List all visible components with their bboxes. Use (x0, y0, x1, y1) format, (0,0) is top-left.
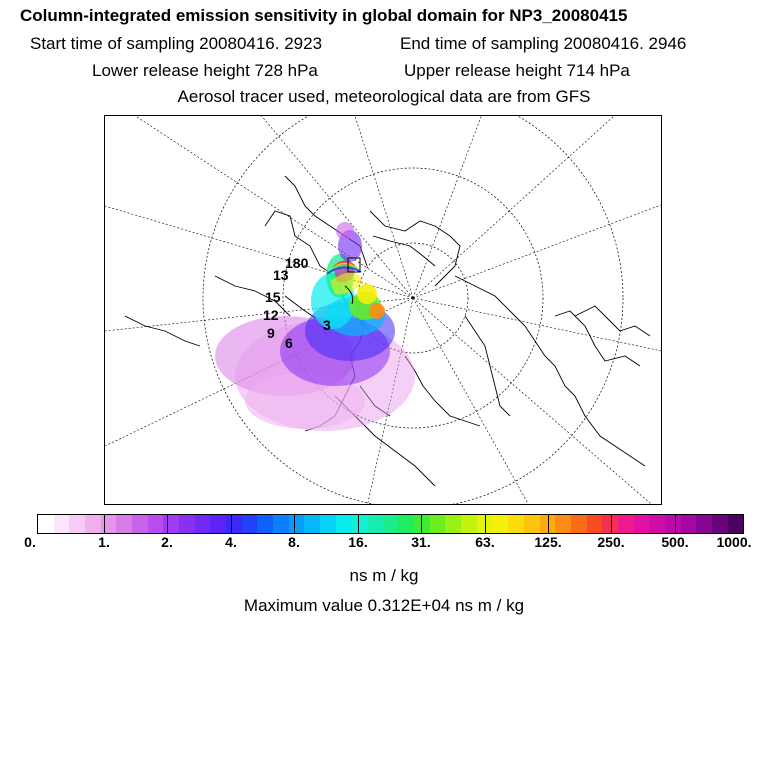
colorbar-segment (430, 515, 446, 533)
colorbar-segment (587, 515, 603, 533)
colorbar-segment (665, 515, 681, 533)
colorbar-divider (611, 514, 612, 534)
colorbar-tick-label: 4. (225, 534, 237, 550)
colorbar-segment (163, 515, 179, 533)
colorbar-divider (167, 514, 168, 534)
max-value-label: Maximum value 0.312E+04 ns m / kg (243, 596, 525, 615)
colorbar-segment (445, 515, 461, 533)
colorbar-tick-label: 31. (411, 534, 431, 550)
start-time-label: Start time of sampling 20080416. 2923 (30, 34, 323, 53)
end-time-label: End time of sampling 20080416. 2946 (400, 34, 687, 53)
colorbar-segment (649, 515, 665, 533)
traj-label: 6 (285, 335, 293, 351)
traj-label: 3 (323, 317, 331, 333)
colorbar-tick-label: 63. (475, 534, 495, 550)
colorbar-segment (728, 515, 744, 533)
colorbar-segment (304, 515, 320, 533)
colorbar-tick-label: 1000. (716, 534, 752, 550)
colorbar-segment (148, 515, 164, 533)
colorbar-tick-label: 2. (161, 534, 173, 550)
colorbar-segment (461, 515, 477, 533)
colorbar-segment (85, 515, 101, 533)
sensitivity-plume (215, 222, 415, 431)
colorbar-segment (38, 515, 54, 533)
colorbar-segment (696, 515, 712, 533)
colorbar-tick-label: 500. (661, 534, 689, 550)
traj-label: 12 (263, 307, 279, 323)
colorbar-divider (421, 514, 422, 534)
colorbar-divider (485, 514, 486, 534)
colorbar-segment (367, 515, 383, 533)
colorbar-segment (116, 515, 132, 533)
colorbar-segment (69, 515, 85, 533)
traj-label: 180 (285, 255, 309, 271)
upper-release-label: Upper release height 714 hPa (404, 61, 630, 80)
colorbar-segment (618, 515, 634, 533)
colorbar-tick-label: 8. (288, 534, 300, 550)
colorbar-tick-label: 0. (24, 534, 36, 550)
colorbar-tick-label: 125. (534, 534, 562, 550)
map-panel (104, 115, 662, 505)
colorbar-segment (508, 515, 524, 533)
colorbar-segment (210, 515, 226, 533)
colorbar-segment (289, 515, 305, 533)
traj-label: 9 (267, 325, 275, 341)
colorbar-divider (294, 514, 295, 534)
traj-label: 15 (265, 289, 281, 305)
colorbar-divider (104, 514, 105, 534)
colorbar-segment (336, 515, 352, 533)
colorbar-tick-label: 250. (597, 534, 625, 550)
colorbar-segment (226, 515, 242, 533)
colorbar-segment (320, 515, 336, 533)
colorbar-segment (555, 515, 571, 533)
traj-label: 13 (273, 267, 289, 283)
colorbar-segment (634, 515, 650, 533)
colorbar-segment (132, 515, 148, 533)
colorbar-segment (712, 515, 728, 533)
colorbar-divider (548, 514, 549, 534)
colorbar-divider (675, 514, 676, 534)
colorbar-divider (358, 514, 359, 534)
colorbar (37, 514, 744, 534)
polar-map (105, 116, 662, 505)
colorbar-segment (524, 515, 540, 533)
colorbar-segment (257, 515, 273, 533)
colorbar-segment (571, 515, 587, 533)
colorbar-tick-label: 1. (98, 534, 110, 550)
colorbar-segment (383, 515, 399, 533)
colorbar-tick-label: 16. (348, 534, 368, 550)
tracer-label: Aerosol tracer used, meteorological data are from GFS (177, 87, 591, 106)
lower-release-label: Lower release height 728 hPa (92, 61, 318, 80)
colorbar-segment (681, 515, 697, 533)
colorbar-units: ns m / kg (349, 566, 419, 585)
title-text: Column-integrated emission sensitivity in global domain for NP3_20080415 (20, 6, 628, 25)
colorbar-segment (351, 515, 367, 533)
colorbar-divider (231, 514, 232, 534)
colorbar-segment (242, 515, 258, 533)
colorbar-segment (273, 515, 289, 533)
colorbar-segment (179, 515, 195, 533)
colorbar-segment (195, 515, 211, 533)
colorbar-segment (492, 515, 508, 533)
colorbar-segment (398, 515, 414, 533)
colorbar-segment (54, 515, 70, 533)
